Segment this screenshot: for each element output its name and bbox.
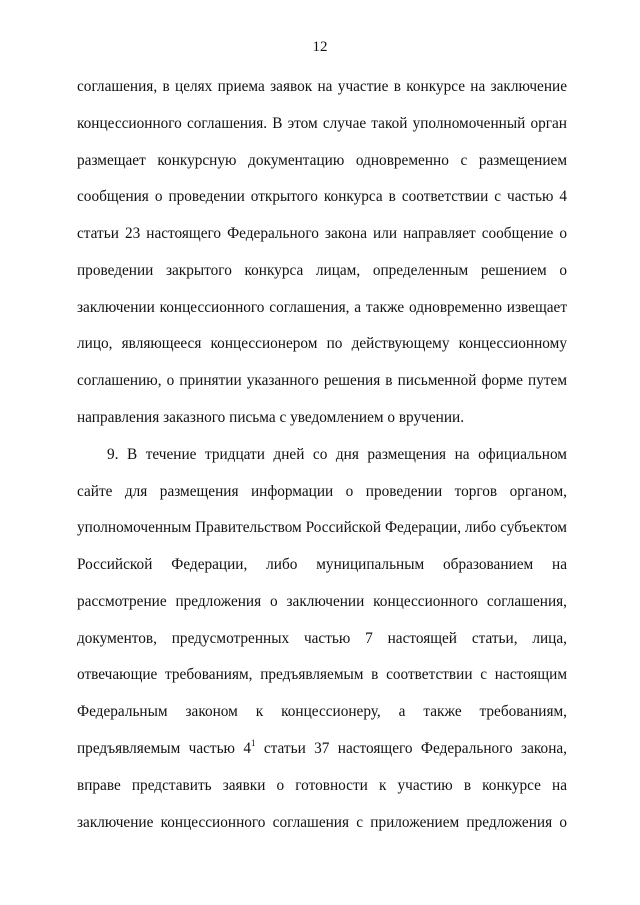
text-line: рассмотрение предложения о заключении концессионного соглашения,: [77, 593, 567, 610]
superscript: 1: [251, 737, 256, 748]
text-line: лицо, являющееся концессионером по действующему концессионному: [77, 335, 567, 352]
text-line: сайте для размещения информации о проведении торгов органом,: [77, 483, 567, 500]
text-line: заключении концессионного соглашения, а также одновременно извещает: [77, 299, 567, 316]
text-line: отвечающие требованиям, предъявляемым в соответствии с настоящим: [77, 666, 567, 683]
text-line: вправе представить заявки о готовности к участию в конкурсе на: [77, 777, 567, 794]
text-line: 9. В течение тридцати дней со дня размещения на официальном: [107, 446, 567, 463]
page-number: 12: [312, 39, 328, 55]
text-segment: предъявляемым частью 4: [77, 740, 251, 757]
text-line: Федеральным законом к концессионеру, а также требованиям,: [77, 703, 567, 720]
text-line: документов, предусмотренных частью 7 настоящей статьи, лица,: [77, 630, 567, 647]
text-line: направления заказного письма с уведомлением о вручении.: [77, 409, 465, 426]
text-line: сообщения о проведении открытого конкурса в соответствии с частью 4: [77, 188, 567, 205]
text-line: размещает конкурсную документацию одновременно с размещением: [77, 152, 567, 169]
text-line: [77, 737, 567, 758]
text-line: статьи 23 настоящего Федерального закона или направляет сообщение о: [77, 225, 567, 242]
text-line: Российской Федерации, либо муниципальным образованием на: [77, 556, 567, 573]
text-line: уполномоченным Правительством Российской Федерации, либо субъектом: [77, 519, 567, 536]
text-line: проведении закрытого конкурса лицам, определенным решением о: [77, 262, 567, 279]
text-line: соглашению, о принятии указанного решения в письменной форме путем: [77, 372, 567, 389]
text-segment: статьи 37 настоящего Федерального закона,: [255, 740, 567, 757]
text-line: соглашения, в целях приема заявок на участие в конкурсе на заключение: [77, 78, 567, 95]
text-line: концессионного соглашения. В этом случае такой уполномоченный орган: [77, 115, 567, 132]
text-line: заключение концессионного соглашения с приложением предложения о: [77, 814, 567, 831]
